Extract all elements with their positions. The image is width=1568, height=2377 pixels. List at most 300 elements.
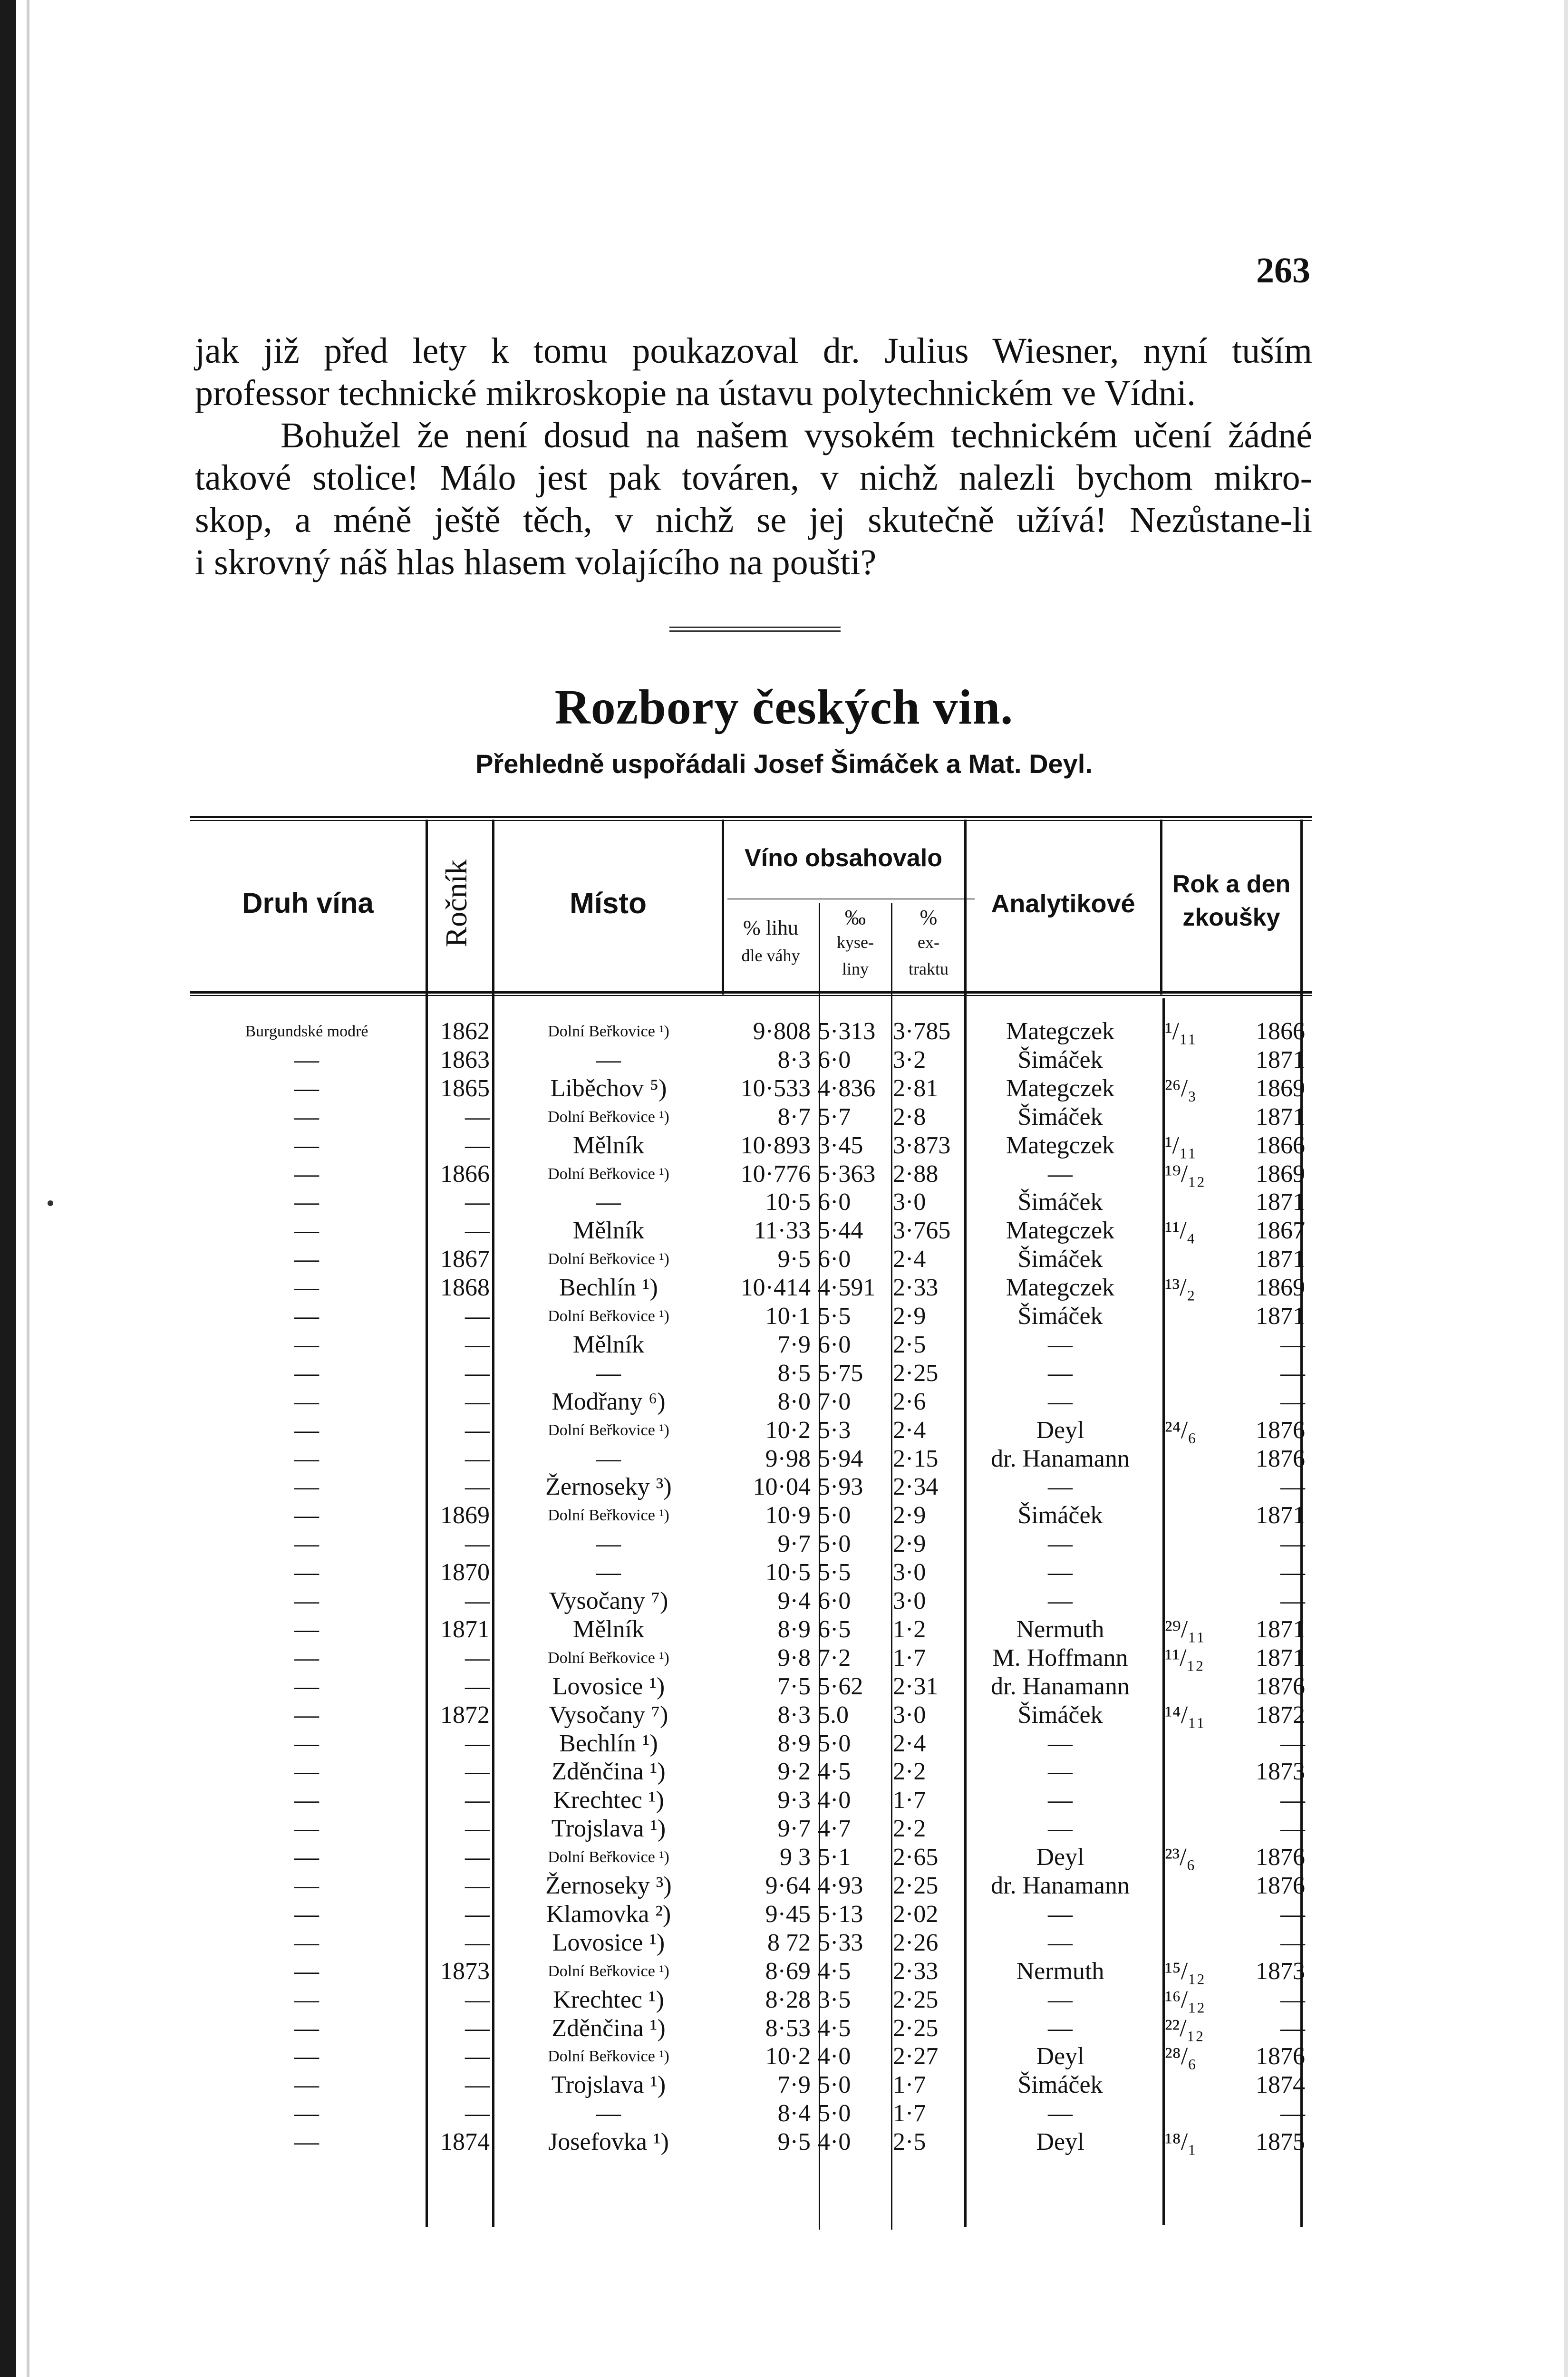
cell-extrakt: 2·02 [893, 1900, 939, 1928]
cell-lih: 8·3 [777, 1046, 811, 1073]
intro-line: skop, a méně ještě těch, v nichž se jej skutečně užívá! Nezůstane-li [195, 500, 1312, 540]
cell-rocnik: — [465, 1900, 490, 1928]
cell-rocnik: — [465, 1986, 490, 2013]
cell-lih: 9·8 [777, 1644, 811, 1672]
cell-extrakt: 2·4 [893, 1730, 926, 1757]
cell-lih: 9·5 [777, 2128, 811, 2156]
cell-lih: 8·4 [777, 2100, 811, 2127]
cell-analytik: Mategczek [1006, 1074, 1115, 1102]
cell-extrakt: 2·25 [893, 1986, 939, 2013]
cell-den: ²³/₆ [1165, 1844, 1195, 1871]
cell-lih: 8·28 [765, 1986, 811, 2013]
header-misto: Místo [570, 887, 647, 920]
cell-rocnik: — [465, 1188, 490, 1216]
intro-text [195, 330, 1312, 584]
scan-border-right [1564, 0, 1568, 2377]
cell-extrakt: 2·65 [893, 1844, 939, 1871]
cell-den: ²⁶/₃ [1165, 1074, 1197, 1102]
cell-lih: 8·9 [777, 1730, 811, 1757]
cell-kyselina: 5·3 [818, 1416, 851, 1444]
cell-rocnik: — [465, 1103, 490, 1131]
cell-rok: 1871 [1256, 1303, 1305, 1330]
table-row [190, 1672, 1312, 1701]
cell-kyselina: 5·33 [818, 1929, 863, 1956]
cell-extrakt: 3·873 [893, 1131, 951, 1159]
cell-kyselina: 4·836 [818, 1074, 876, 1102]
cell-misto: Trojslava ¹) [551, 2071, 666, 2099]
cell-den: ¹⁵/₁₂ [1165, 1957, 1205, 1985]
cell-analytik: Nermuth [1016, 1615, 1104, 1643]
cell-druh: — [294, 1131, 319, 1159]
cell-druh: — [294, 1530, 319, 1558]
cell-rok: 1873 [1256, 1758, 1305, 1786]
cell-lih: 8·9 [777, 1615, 811, 1643]
cell-druh: — [294, 1957, 319, 1985]
cell-extrakt: 3·0 [893, 1188, 926, 1216]
cell-misto: — [596, 1046, 621, 1073]
cell-lih: 9·7 [777, 1530, 811, 1558]
cell-druh: — [294, 1787, 319, 1814]
table-row [190, 1758, 1312, 1786]
table-row [190, 1900, 1312, 1929]
table-row [190, 1359, 1312, 1388]
header-lih-unit: dle váhy [741, 946, 800, 965]
cell-druh: — [294, 1559, 319, 1586]
table-row [190, 1217, 1312, 1245]
cell-analytik: Deyl [1036, 1844, 1084, 1871]
cell-extrakt: 3·785 [893, 1018, 951, 1045]
cell-rok: — [1280, 2014, 1305, 2042]
table-row [190, 1815, 1312, 1843]
cell-lih: 8·69 [765, 1957, 811, 1985]
cell-extrakt: 2·33 [893, 1957, 939, 1985]
table-row [190, 1615, 1312, 1644]
separator-rule [669, 627, 841, 628]
scan-border-left [0, 0, 16, 2377]
cell-rok: 1871 [1256, 1644, 1305, 1672]
cell-rocnik: — [465, 1473, 490, 1501]
cell-misto: Mělník [572, 1331, 645, 1358]
cell-rocnik: — [465, 2071, 490, 2099]
cell-extrakt: 2·2 [893, 1758, 926, 1786]
cell-druh: — [294, 1730, 319, 1757]
table-row [190, 1929, 1312, 1957]
cell-analytik: — [1048, 1986, 1073, 2013]
cell-analytik: Šimáček [1017, 1701, 1103, 1729]
cell-rok: 1871 [1256, 1188, 1305, 1216]
cell-extrakt: 1·7 [893, 2071, 926, 2099]
cell-misto: — [596, 1188, 621, 1216]
cell-misto: Dolní Beřkovice ¹) [548, 1962, 669, 1980]
cell-rok: 1873 [1256, 1957, 1305, 1985]
cell-lih: 9·5 [777, 1246, 811, 1273]
cell-druh: — [294, 1188, 319, 1216]
cell-lih: 10·1 [765, 1303, 811, 1330]
cell-rok: — [1280, 1559, 1305, 1586]
cell-lih: 9·808 [753, 1018, 811, 1045]
cell-lih: 8·5 [777, 1359, 811, 1387]
intro-line: Bohužel že není dosud na našem vysokém technickém učení žádné [281, 415, 1312, 455]
cell-misto: Bechlín ¹) [559, 1730, 658, 1757]
cell-rok: 1876 [1256, 1416, 1305, 1444]
cell-misto: Dolní Beřkovice ¹) [548, 1848, 669, 1866]
cell-druh: — [294, 1701, 319, 1729]
table-row [190, 1587, 1312, 1615]
cell-rok: 1871 [1256, 1103, 1305, 1131]
cell-extrakt: 3·2 [893, 1046, 926, 1073]
cell-analytik: Šimáček [1017, 1046, 1103, 1073]
cell-druh: — [294, 1303, 319, 1330]
table-row [190, 1017, 1312, 1046]
cell-analytik: Šimáček [1017, 1303, 1103, 1330]
table-row [190, 1388, 1312, 1416]
cell-rok: 1869 [1256, 1274, 1305, 1302]
cell-analytik: Mategczek [1006, 1131, 1115, 1159]
cell-lih: 10·9 [765, 1502, 811, 1529]
header-zkousky: zkoušky [1182, 904, 1280, 931]
cell-misto: Trojslava ¹) [551, 1815, 666, 1843]
cell-druh: — [294, 1587, 319, 1614]
cell-analytik: Šimáček [1017, 1246, 1103, 1273]
cell-analytik: Mategczek [1006, 1018, 1115, 1045]
cell-rok: 1869 [1256, 1160, 1305, 1188]
cell-misto: Vysočany ⁷) [549, 1587, 668, 1614]
cell-druh: — [294, 1815, 319, 1843]
cell-rok: 1871 [1256, 1246, 1305, 1273]
cell-analytik: — [1048, 1559, 1073, 1586]
cell-rok: 1876 [1256, 1872, 1305, 1899]
cell-rok: 1874 [1256, 2071, 1305, 2099]
cell-rocnik: — [465, 1217, 490, 1245]
cell-analytik: — [1048, 1359, 1073, 1387]
cell-misto: Krechtec ¹) [553, 1986, 664, 2013]
cell-druh: — [294, 1929, 319, 1956]
cell-druh: — [294, 1103, 319, 1131]
cell-kyselina: 4·5 [818, 2014, 851, 2042]
cell-rok: — [1280, 1730, 1305, 1757]
cell-kyselina: 5·93 [818, 1473, 863, 1501]
cell-rocnik: 1873 [440, 1957, 490, 1985]
cell-rocnik: — [465, 1388, 490, 1415]
cell-lih: 9·64 [765, 1872, 811, 1899]
cell-rocnik: 1870 [440, 1559, 490, 1586]
cell-kyselina: 4·5 [818, 1957, 851, 1985]
cell-druh: — [294, 1986, 319, 2013]
header-extrakt-2: ex- [918, 933, 939, 952]
table-row [190, 1416, 1312, 1445]
article-subtitle: Přehledně uspořádali Josef Šimáček a Mat. Deyl. [475, 749, 1093, 779]
cell-den: ¹⁴/₁₁ [1165, 1701, 1205, 1729]
cell-rok: — [1280, 1388, 1305, 1415]
table-row [190, 1103, 1312, 1131]
cell-misto: Dolní Beřkovice ¹) [548, 1023, 669, 1040]
cell-misto: Dolní Beřkovice ¹) [548, 1165, 669, 1183]
cell-analytik: Šimáček [1017, 1103, 1103, 1131]
table-row [190, 1074, 1312, 1103]
cell-rok: — [1280, 1473, 1305, 1501]
cell-rok: 1876 [1256, 1445, 1305, 1472]
table-row [190, 2071, 1312, 2099]
header-analytikove: Analytikové [991, 889, 1135, 918]
cell-kyselina: 4·5 [818, 1758, 851, 1786]
cell-analytik: — [1048, 1388, 1073, 1415]
cell-extrakt: 2·25 [893, 1872, 939, 1899]
cell-den: ¹/₁₁ [1165, 1131, 1197, 1159]
cell-rok: 1876 [1256, 2043, 1305, 2070]
cell-kyselina: 5·5 [818, 1559, 851, 1586]
table-row [190, 1331, 1312, 1359]
cell-druh: — [294, 1473, 319, 1501]
cell-druh: Burgundské modré [245, 1023, 368, 1040]
table-row [190, 1701, 1312, 1730]
cell-rocnik: — [465, 1331, 490, 1358]
cell-den: ¹¹/₁₂ [1165, 1644, 1204, 1672]
cell-misto: Dolní Beřkovice ¹) [548, 1250, 669, 1268]
cell-extrakt: 2·9 [893, 1530, 926, 1558]
cell-druh: — [294, 1274, 319, 1302]
header-kyselina-2: kyse- [837, 933, 874, 952]
cell-kyselina: 5·0 [818, 1530, 851, 1558]
cell-analytik: Šimáček [1017, 1502, 1103, 1529]
table-row [190, 1131, 1312, 1160]
table-row [190, 2014, 1312, 2043]
cell-rocnik: 1865 [440, 1074, 490, 1102]
cell-kyselina: 3·45 [818, 1131, 863, 1159]
cell-misto: — [596, 2100, 621, 2127]
cell-lih: 7·5 [777, 1672, 811, 1700]
cell-lih: 9·7 [777, 1815, 811, 1843]
cell-kyselina: 6·0 [818, 1587, 851, 1614]
cell-rocnik: — [465, 2014, 490, 2042]
cell-extrakt: 3·765 [893, 1217, 951, 1245]
cell-rocnik: — [465, 1530, 490, 1558]
cell-kyselina: 5·0 [818, 1502, 851, 1529]
cell-extrakt: 3·0 [893, 1587, 926, 1614]
cell-druh: — [294, 1074, 319, 1102]
cell-misto: Vysočany ⁷) [549, 1701, 668, 1729]
cell-rocnik: 1871 [440, 1615, 490, 1643]
cell-lih: 8·3 [777, 1701, 811, 1729]
cell-misto: — [596, 1530, 621, 1558]
cell-extrakt: 2·8 [893, 1103, 926, 1131]
cell-misto: Lovosice ¹) [552, 1929, 665, 1956]
cell-misto: — [596, 1445, 621, 1472]
cell-druh: — [294, 1217, 319, 1245]
header-kyselina: ‰ [845, 906, 866, 929]
cell-rocnik: — [465, 1445, 490, 1472]
cell-extrakt: 2·27 [893, 2043, 939, 2070]
cell-lih: 8·7 [777, 1103, 811, 1131]
cell-misto: Dolní Beřkovice ¹) [548, 1649, 669, 1667]
cell-misto: Mělník [572, 1131, 645, 1159]
cell-rok: — [1280, 1587, 1305, 1614]
cell-extrakt: 2·4 [893, 1246, 926, 1273]
cell-druh: — [294, 1644, 319, 1672]
cell-den: ¹⁸/₁ [1165, 2128, 1197, 2156]
cell-rok: 1871 [1256, 1046, 1305, 1073]
cell-rocnik: — [465, 1787, 490, 1814]
cell-rocnik: 1866 [440, 1160, 490, 1188]
cell-analytik: — [1048, 2100, 1073, 2127]
cell-druh: — [294, 1046, 319, 1073]
cell-rok: 1867 [1256, 1217, 1305, 1245]
separator-rule [669, 630, 841, 632]
cell-extrakt: 1·7 [893, 2100, 926, 2127]
cell-rocnik: 1872 [440, 1701, 490, 1729]
table-row [190, 1188, 1312, 1217]
cell-analytik: — [1048, 1473, 1073, 1501]
cell-rocnik: — [465, 1758, 490, 1786]
cell-kyselina: 7·2 [818, 1644, 851, 1672]
cell-lih: 8 72 [767, 1929, 811, 1956]
cell-misto: Mělník [572, 1615, 645, 1643]
cell-misto: Dolní Beřkovice ¹) [548, 1307, 669, 1325]
header-rocnik: Ročník [439, 859, 473, 947]
header-kyselina-3: liny [842, 959, 869, 978]
cell-misto: Modřany ⁶) [552, 1388, 666, 1415]
table-row [190, 1843, 1312, 1872]
cell-rocnik: 1867 [440, 1246, 490, 1273]
cell-misto: Dolní Beřkovice ¹) [548, 1421, 669, 1439]
cell-rok: — [1280, 1986, 1305, 2013]
cell-kyselina: 5·94 [818, 1445, 863, 1472]
intro-line: professor technické mikroskopie na ústavu polytechnickém ve Vídni. [195, 373, 1196, 413]
table-row [190, 2099, 1312, 2128]
table-row [190, 1473, 1312, 1501]
cell-extrakt: 2·31 [893, 1672, 939, 1700]
cell-lih: 10·04 [753, 1473, 811, 1501]
cell-lih: 10·5 [765, 1188, 811, 1216]
cell-extrakt: 2·33 [893, 1274, 939, 1302]
cell-rok: 1876 [1256, 1672, 1305, 1700]
cell-druh: — [294, 2071, 319, 2099]
cell-kyselina: 5·363 [818, 1160, 876, 1188]
cell-rok: — [1280, 2100, 1305, 2127]
cell-analytik: — [1048, 1587, 1073, 1614]
cell-analytik: — [1048, 1787, 1073, 1814]
cell-misto: Mělník [572, 1217, 645, 1245]
cell-extrakt: 2·26 [893, 1929, 939, 1956]
cell-kyselina: 5.0 [818, 1701, 849, 1729]
cell-analytik: — [1048, 2014, 1073, 2042]
cell-rocnik: 1868 [440, 1274, 490, 1302]
cell-extrakt: 2·5 [893, 2128, 926, 2156]
cell-analytik: dr. Hanamann [991, 1872, 1130, 1899]
cell-rocnik: — [465, 1587, 490, 1614]
cell-rocnik: — [465, 1131, 490, 1159]
cell-analytik: dr. Hanamann [991, 1445, 1130, 1472]
cell-analytik: — [1048, 1758, 1073, 1786]
cell-lih: 9·2 [777, 1758, 811, 1786]
cell-misto: — [596, 1359, 621, 1387]
intro-line: jak již před lety k tomu poukazoval dr. Julius Wiesner, nyní tuším [195, 331, 1312, 371]
header-lih: % lihu [743, 916, 799, 939]
table-row [190, 2042, 1312, 2071]
scan-border-left-inner [27, 0, 29, 2377]
cell-rocnik: 1869 [440, 1502, 490, 1529]
cell-extrakt: 2·9 [893, 1303, 926, 1330]
cell-analytik: M. Hoffmann [992, 1644, 1128, 1672]
cell-lih: 9·3 [777, 1787, 811, 1814]
cell-extrakt: 2·15 [893, 1445, 939, 1472]
table-row [190, 1160, 1312, 1188]
cell-analytik: Mategczek [1006, 1274, 1115, 1302]
cell-den: ²⁴/₆ [1165, 1416, 1197, 1444]
cell-rok: 1871 [1256, 1502, 1305, 1529]
page-number: 263 [1256, 251, 1310, 290]
cell-druh: — [294, 1872, 319, 1899]
cell-lih: 10·893 [740, 1131, 811, 1159]
cell-lih: 10·2 [765, 1416, 811, 1444]
header-rok-den: Rok a den [1172, 870, 1291, 898]
cell-kyselina: 6·5 [818, 1615, 851, 1643]
table-header-rule-thin [190, 995, 1312, 996]
cell-lih: 9·45 [765, 1900, 811, 1928]
cell-analytik: Nermuth [1016, 1957, 1104, 1985]
intro-line: i skrovný náš hlas hlasem volajícího na poušti? [195, 542, 877, 582]
cell-analytik: — [1048, 1160, 1073, 1188]
cell-den: ²²/₁₂ [1165, 2014, 1204, 2042]
header-extrakt: % [920, 906, 938, 929]
cell-kyselina: 5·13 [818, 1900, 863, 1928]
cell-lih: 10·5 [765, 1559, 811, 1586]
cell-kyselina: 5·0 [818, 2071, 851, 2099]
cell-rocnik: — [465, 1730, 490, 1757]
cell-extrakt: 2·25 [893, 1359, 939, 1387]
cell-extrakt: 2·4 [893, 1416, 926, 1444]
cell-druh: — [294, 1844, 319, 1871]
cell-druh: — [294, 1900, 319, 1928]
cell-analytik: — [1048, 1929, 1073, 1956]
cell-analytik: Deyl [1036, 2128, 1084, 2156]
cell-lih: 9·4 [777, 1587, 811, 1614]
cell-druh: — [294, 1672, 319, 1700]
cell-rok: — [1280, 1787, 1305, 1814]
cell-kyselina: 5·44 [818, 1217, 863, 1245]
cell-rok: 1866 [1256, 1018, 1305, 1045]
table-row [190, 1644, 1312, 1672]
cell-rocnik: 1862 [440, 1018, 490, 1045]
cell-lih: 11·33 [754, 1217, 811, 1245]
table-row [190, 1445, 1312, 1473]
table-row [190, 2128, 1312, 2156]
table-row [190, 1986, 1312, 2014]
cell-lih: 10·2 [765, 2043, 811, 2070]
cell-rocnik: — [465, 1672, 490, 1700]
cell-misto: Zděnčina ¹) [552, 1758, 666, 1786]
cell-druh: — [294, 1445, 319, 1472]
table-row [190, 1046, 1312, 1074]
cell-kyselina: 6·0 [818, 1046, 851, 1073]
cell-lih: 8·0 [777, 1388, 811, 1415]
cell-analytik: Šimáček [1017, 2071, 1103, 2099]
cell-druh: — [294, 1758, 319, 1786]
cell-rocnik: — [465, 1359, 490, 1387]
cell-rok: 1866 [1256, 1131, 1305, 1159]
cell-rocnik: — [465, 1844, 490, 1871]
cell-misto: Žernoseky ³) [545, 1473, 672, 1501]
cell-druh: — [294, 1246, 319, 1273]
cell-extrakt: 2·34 [893, 1473, 939, 1501]
table-row [190, 1245, 1312, 1274]
cell-extrakt: 2·25 [893, 2014, 939, 2042]
cell-misto: Lovosice ¹) [552, 1672, 665, 1700]
table-top-rule-thin [190, 820, 1312, 821]
cell-den: ¹/₁₁ [1165, 1018, 1197, 1045]
cell-rok: — [1280, 1815, 1305, 1843]
cell-lih: 9 3 [780, 1844, 811, 1871]
cell-rocnik: — [465, 1416, 490, 1444]
